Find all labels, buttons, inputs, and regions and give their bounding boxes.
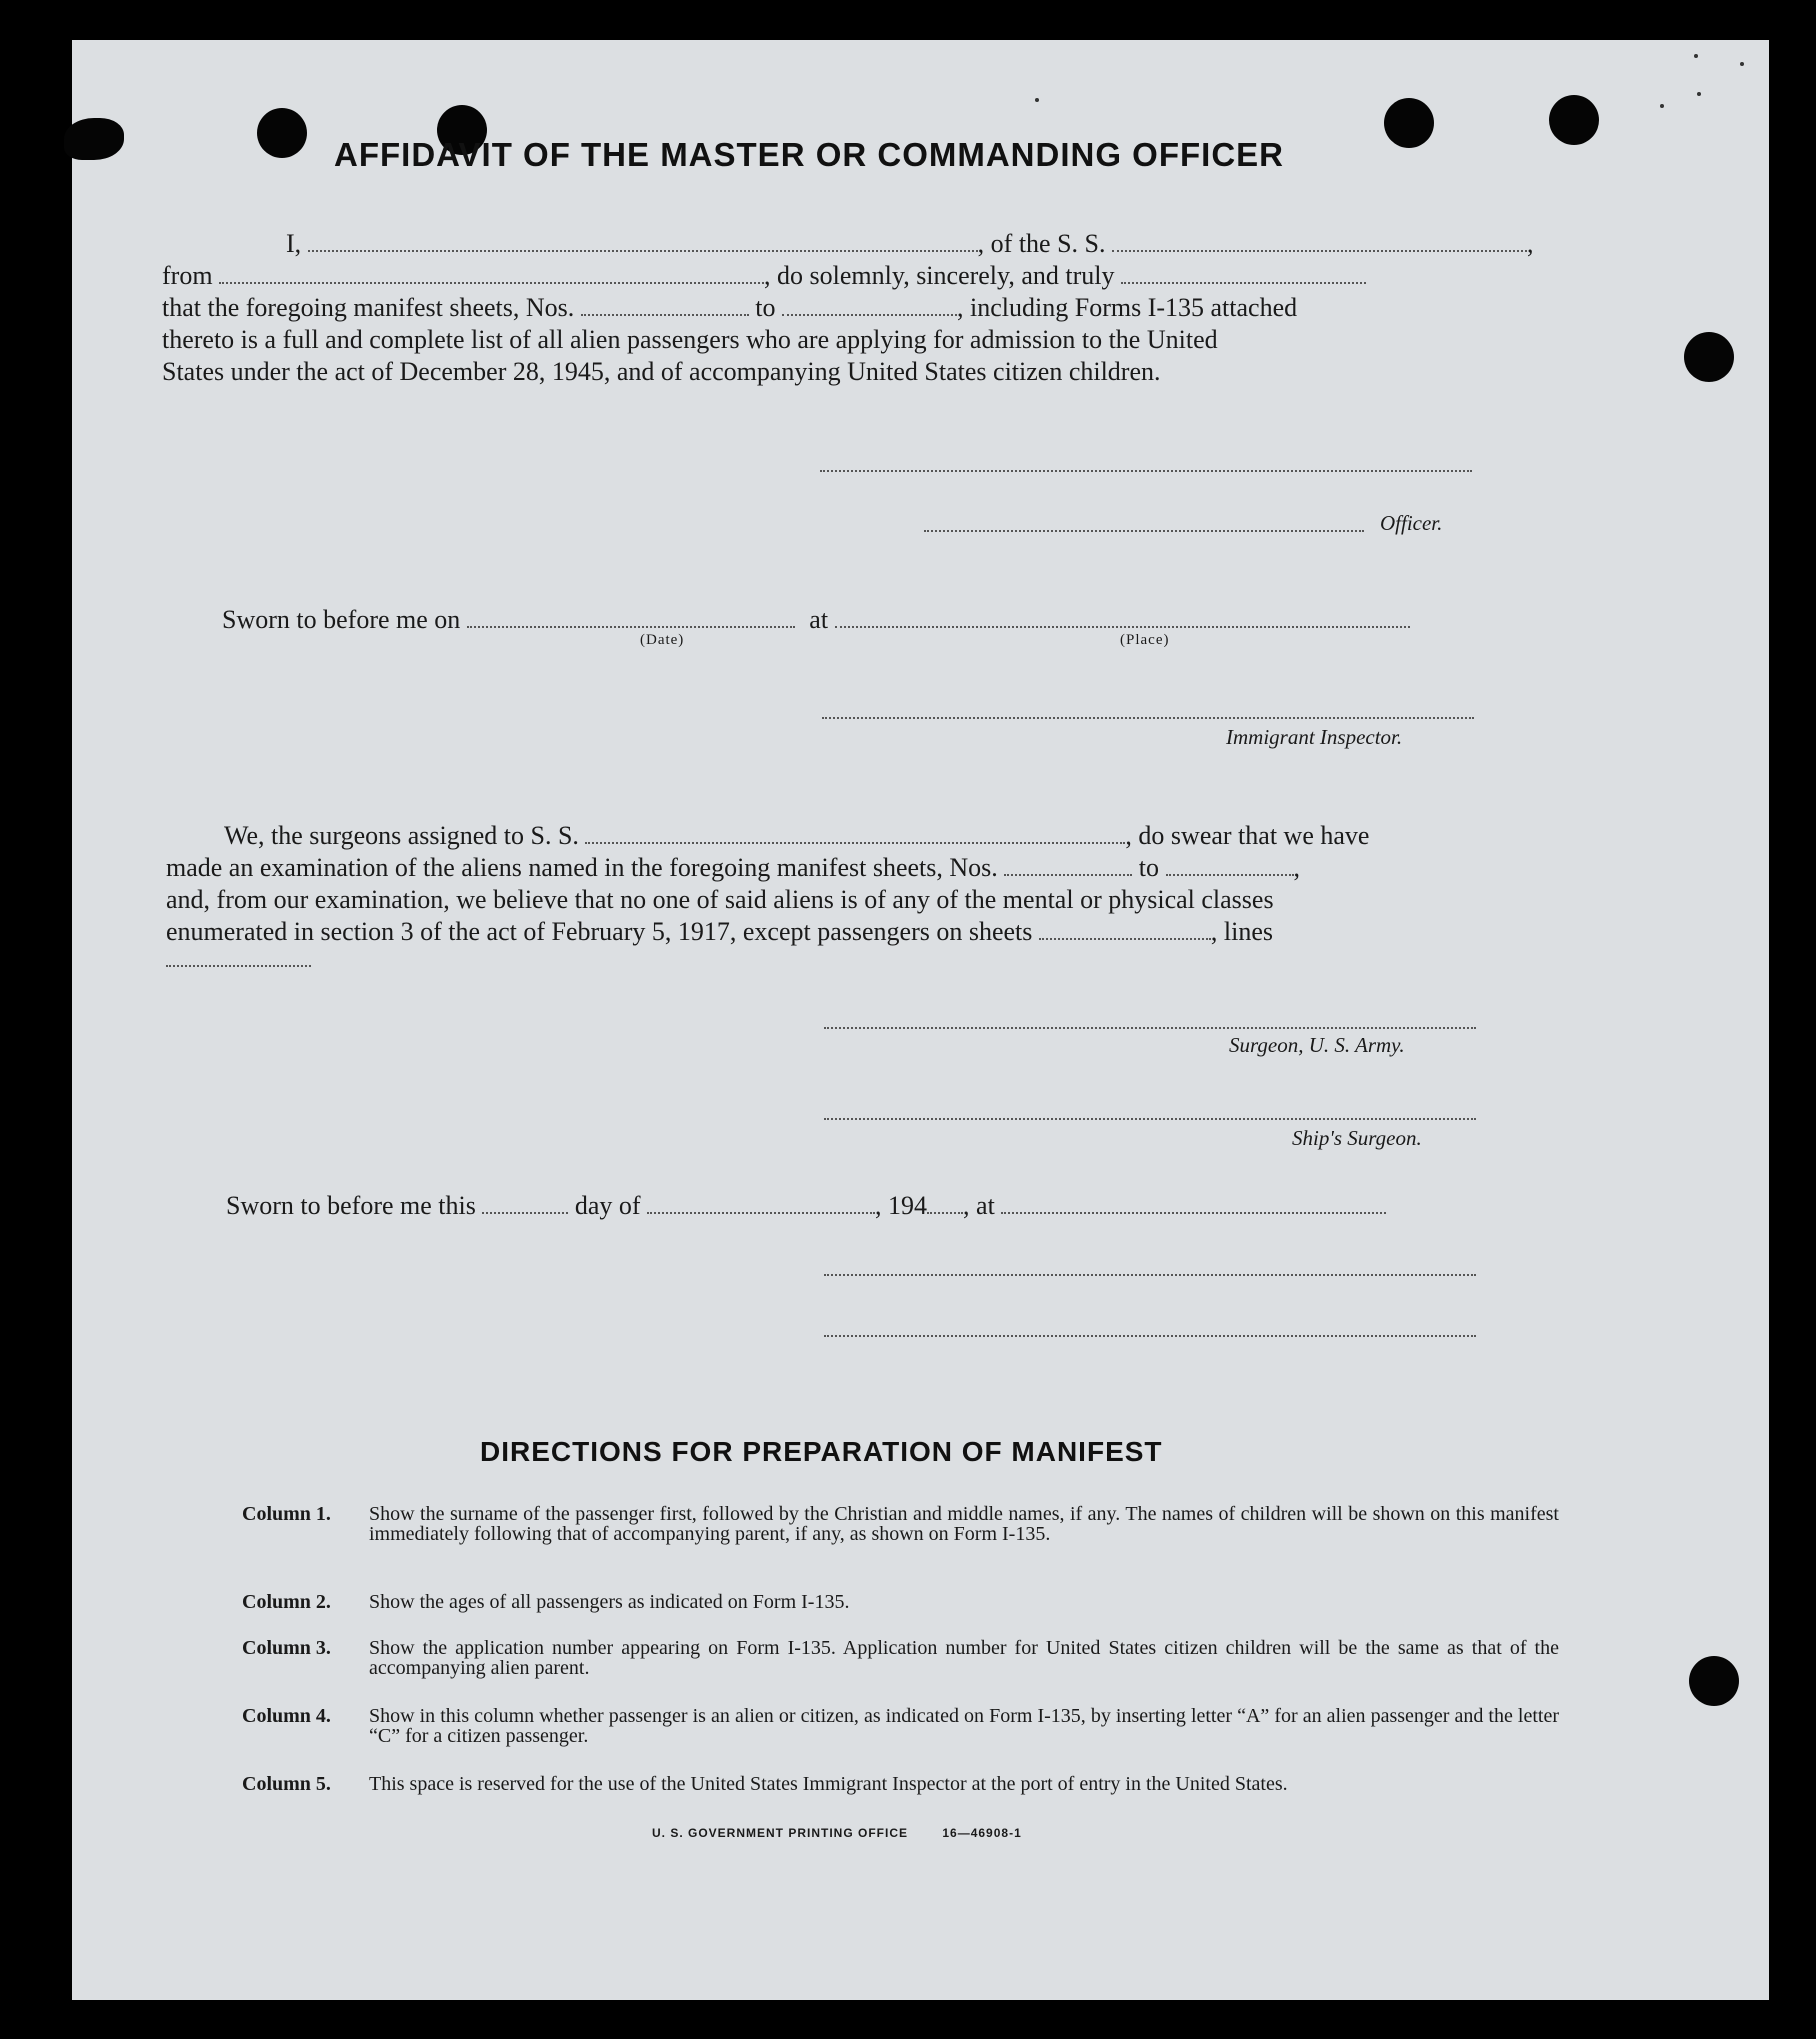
signature-line[interactable] bbox=[824, 1274, 1476, 1276]
from-port-field[interactable] bbox=[219, 264, 764, 284]
text: , including Forms I-135 attached bbox=[957, 293, 1298, 322]
sworn-place-field-2[interactable] bbox=[1001, 1194, 1386, 1214]
surgeons-sheet-from-field[interactable] bbox=[1004, 856, 1132, 876]
oath-field[interactable] bbox=[1121, 264, 1366, 284]
text: , bbox=[1293, 853, 1300, 882]
direction-text: Show in this column whether passenger is an alien or citizen, as indicated on Form I-135, by inserting letter “A” for an alien passenger and the letter “C” for a citizen passenger. bbox=[369, 1705, 1559, 1747]
directions-title: DIRECTIONS FOR PREPARATION OF MANIFEST bbox=[480, 1436, 1163, 1467]
surgeons-sheet-to-field[interactable] bbox=[1166, 856, 1294, 876]
text: Sworn to before me this bbox=[226, 1191, 476, 1220]
text: at bbox=[809, 605, 829, 634]
ship-surgeon-label: Ship's Surgeon. bbox=[1292, 1126, 1422, 1150]
punch-hole bbox=[1689, 1656, 1739, 1706]
month-field[interactable] bbox=[647, 1194, 875, 1214]
officer-label: Officer. bbox=[1380, 511, 1443, 535]
sworn-line-2 bbox=[226, 1190, 1386, 1222]
surgeons-line-1 bbox=[224, 820, 1369, 852]
surgeons-line-2 bbox=[166, 852, 1300, 884]
surgeons-line-3: and, from our examination, we believe that no one of said aliens is of any of the mental or physical classes bbox=[166, 885, 1274, 914]
signature-line[interactable] bbox=[820, 470, 1472, 472]
text: enumerated in section 3 of the act of February 5, 1917, except passengers on sheets bbox=[166, 917, 1033, 946]
text: to bbox=[1138, 853, 1159, 882]
text: that the foregoing manifest sheets, Nos. bbox=[162, 293, 575, 322]
punch-hole bbox=[1549, 95, 1599, 145]
direction-label: Column 3. bbox=[242, 1637, 331, 1659]
speck bbox=[1035, 98, 1039, 102]
officer-signature-line[interactable] bbox=[924, 530, 1364, 532]
affidavit-line-4: thereto is a full and complete list of all alien passengers who are applying for admission to the United bbox=[162, 325, 1218, 354]
punch-hole bbox=[1684, 332, 1734, 382]
speck bbox=[1694, 54, 1698, 58]
day-field[interactable] bbox=[482, 1194, 568, 1214]
text: , bbox=[1527, 229, 1534, 258]
affidavit-line-2 bbox=[162, 260, 1366, 292]
punch-hole bbox=[1384, 98, 1434, 148]
except-sheets-field[interactable] bbox=[1039, 920, 1211, 940]
torn-corner-mark bbox=[64, 118, 124, 160]
text: I, bbox=[286, 229, 302, 258]
lines-field[interactable] bbox=[166, 965, 311, 967]
place-caption: (Place) bbox=[1120, 632, 1170, 648]
surgeons-ship-field[interactable] bbox=[585, 824, 1125, 844]
text: We, the surgeons assigned to S. S. bbox=[224, 821, 579, 850]
direction-text: Show the surname of the passenger first, followed by the Christian and middle names, if any. The names of children will be shown on this manifest immediately following that of accompanying parent, if any, as shown on Form I-135. bbox=[369, 1503, 1559, 1545]
direction-label: Column 4. bbox=[242, 1705, 331, 1727]
surgeons-line-4 bbox=[166, 916, 1273, 948]
text: made an examination of the aliens named in the foregoing manifest sheets, Nos. bbox=[166, 853, 998, 882]
army-surgeon-label: Surgeon, U. S. Army. bbox=[1229, 1033, 1405, 1057]
printer-name: U. S. GOVERNMENT PRINTING OFFICE bbox=[652, 1826, 909, 1840]
text: , do swear that we have bbox=[1125, 821, 1370, 850]
form-title: AFFIDAVIT OF THE MASTER OR COMMANDING OFFICER bbox=[334, 136, 1285, 173]
speck bbox=[1740, 62, 1744, 66]
direction-text: Show the ages of all passengers as indicated on Form I-135. bbox=[369, 1591, 850, 1613]
text: Sworn to before me on bbox=[222, 605, 461, 634]
form-code: 16—46908-1 bbox=[942, 1826, 1022, 1840]
punch-hole bbox=[257, 108, 307, 158]
direction-text: This space is reserved for the use of the United States Immigrant Inspector at the port of entry in the United States. bbox=[369, 1773, 1288, 1795]
army-surgeon-signature-line[interactable] bbox=[824, 1027, 1476, 1029]
ship-surgeon-signature-line[interactable] bbox=[824, 1118, 1476, 1120]
direction-label: Column 5. bbox=[242, 1773, 331, 1795]
sheet-to-field[interactable] bbox=[782, 296, 957, 316]
date-caption: (Date) bbox=[640, 632, 685, 648]
form-page bbox=[72, 40, 1769, 2000]
inspector-label: Immigrant Inspector. bbox=[1226, 725, 1403, 749]
text: to bbox=[755, 293, 776, 322]
ship-name-field[interactable] bbox=[1112, 232, 1527, 252]
speck bbox=[1660, 104, 1664, 108]
text: , do solemnly, sincerely, and truly bbox=[764, 261, 1115, 290]
sworn-line-1 bbox=[222, 604, 1410, 636]
sheet-from-field[interactable] bbox=[581, 296, 749, 316]
officer-name-field[interactable] bbox=[308, 232, 978, 252]
inspector-signature-line[interactable] bbox=[822, 717, 1474, 719]
text: day of bbox=[574, 1191, 641, 1220]
text: , of the S. S. bbox=[977, 229, 1106, 258]
text: from bbox=[162, 261, 213, 290]
printer-imprint bbox=[652, 1826, 1022, 1840]
sworn-place-field[interactable] bbox=[835, 608, 1410, 628]
affidavit-line-3 bbox=[162, 292, 1297, 324]
year-field[interactable] bbox=[927, 1194, 963, 1214]
direction-label: Column 2. bbox=[242, 1591, 331, 1613]
affidavit-line-1 bbox=[212, 228, 1548, 260]
direction-label: Column 1. bbox=[242, 1503, 331, 1525]
direction-text: Show the application number appearing on Form I-135. Application number for United States citizen children will be the same as that of the accompanying alien parent. bbox=[369, 1637, 1559, 1679]
sworn-date-field[interactable] bbox=[467, 608, 795, 628]
text: , lines bbox=[1210, 917, 1274, 946]
affidavit-line-5: States under the act of December 28, 1945, and of accompanying United States citizen children. bbox=[162, 357, 1161, 386]
signature-line[interactable] bbox=[824, 1335, 1476, 1337]
speck bbox=[1697, 92, 1701, 96]
text: , at bbox=[963, 1191, 995, 1220]
text: , 194 bbox=[875, 1191, 928, 1220]
